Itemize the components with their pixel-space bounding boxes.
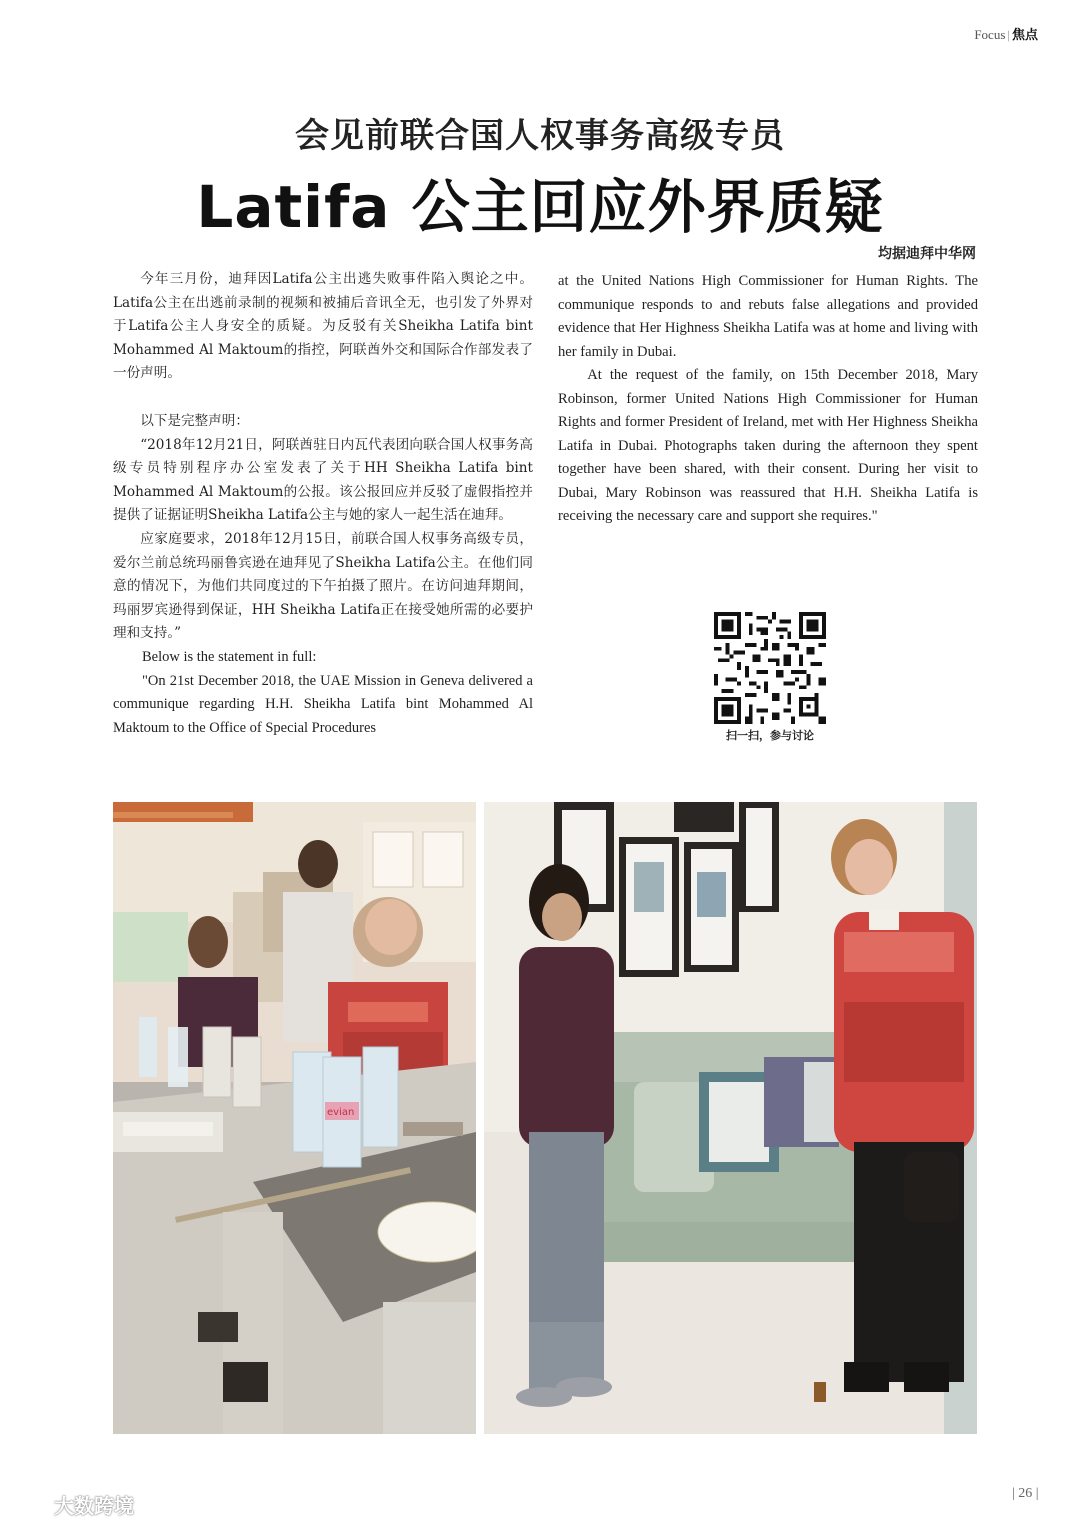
article-title: Latifa 公主回应外界质疑 <box>196 173 884 241</box>
watermark <box>10 1490 134 1519</box>
watermark-text: 大数跨境 <box>54 1494 134 1518</box>
article-column-right <box>558 270 978 529</box>
bottle-label: evian <box>327 1107 355 1118</box>
article-source: 均据迪拜中华网 <box>878 246 976 262</box>
section-label-cn: 焦点 <box>1011 28 1038 43</box>
paragraph-statement-en-1-cont: at the United Nations High Commissioner for Human Rights. The communique responds to and rebuts false allegations and provided evidence that Her Highness Sheikha Latifa was at home and living with her family in Dubai. <box>558 273 978 360</box>
article-column-left <box>113 268 533 740</box>
paragraph-intro: 今年三月份，迪拜因Latifa公主出逃失败事件陷入舆论之中。Latifa公主在出逃前录制的视频和被捕后音讯全无，也引发了外界对于Latifa公主人身安全的质疑。为反驳有关Sheikha Latifa bint Mohammed Al Maktoum的指控，阿联酋外交和国际合作部发表了一份声明。 <box>113 271 533 382</box>
article-subtitle: 会见前联合国人权事务高级专员 <box>295 116 785 156</box>
paragraph-statement-intro: 以下是完整声明： <box>140 412 249 429</box>
paragraph-statement-cn-1: “2018年12月21日，阿联酋驻日内瓦代表团向联合国人权事务高级专员特别程序办公室发表了关于HH Sheikha Latifa bint Mohammed Al Maktoum的公报。该公报回应并反驳了虚假指控并提供了证据证明Sheikha Latifa公主与她的家人一起生活在迪拜。 <box>113 436 533 524</box>
paragraph-statement-en-1: "On 21st December 2018, the UAE Mission in Geneva delivered a communique regarding H.H. Sheikha Latifa bint Mohammed Al Maktoum to the Office of Special Procedures <box>113 672 533 736</box>
section-label-en: Focus <box>974 27 1006 42</box>
page-number: | 26 | <box>1012 1486 1039 1501</box>
paragraph-statement-en-intro: Below is the statement in full: <box>142 648 317 665</box>
photo-dining-table <box>113 802 476 1434</box>
section-header <box>974 24 1038 43</box>
qr-caption: 扫一扫，参与讨论 <box>726 729 814 742</box>
watermark-logo-icon <box>10 1494 50 1516</box>
qr-block <box>714 612 826 743</box>
paragraph-statement-en-2: At the request of the family, on 15th December 2018, Mary Robinson, former United Nations High Commissioner for Human Rights and former President of Ireland, met with Her Highness Sheikha Latifa in Dubai. Photographs taken during the afternoon they spent together have been shared, with their consent. During her visit to Dubai, Mary Robinson was reassured that H.H. Sheikha Latifa is receiving the necessary care and support she requires." <box>558 367 978 524</box>
paragraph-statement-cn-2: 应家庭要求，2018年12月15日，前联合国人权事务高级专员，爱尔兰前总统玛丽鲁宾逊在迪拜见了Sheikha Latifa公主。在他们同意的情况下，为他们共同度过的下午拍摄了照片。在访问迪拜期间，玛丽罗宾逊得到保证，HH Sheikha Latifa正在接受她所需的必要护理和支持。” <box>113 530 533 642</box>
photo-living-room <box>484 802 977 1434</box>
section-divider: | <box>1007 27 1010 42</box>
qr-code[interactable] <box>714 612 826 724</box>
